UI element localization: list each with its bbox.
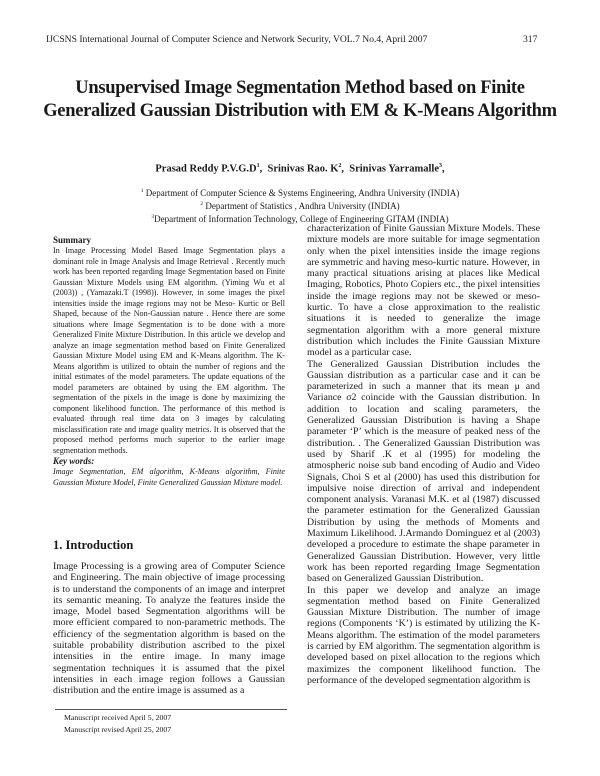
footnote-divider xyxy=(55,709,287,710)
section-heading-introduction: 1. Introduction xyxy=(53,538,134,552)
footnote-received: Manuscript received April 5, 2007 xyxy=(64,713,172,722)
summary-heading: Summary xyxy=(53,235,91,245)
keywords-heading: Key words: xyxy=(53,456,95,466)
affiliation-sup: 1 xyxy=(140,188,144,194)
paper-title: Unsupervised Image Segmentation Method based on Finite Generalized Gaussian Distribution with EM & K-Means Algorithm xyxy=(43,78,557,121)
paragraph: The Generalized Gaussian Distribution includes the Gaussian distribution as a particular case and it can be parameterized in such a manner that its mean μ and Variance σ2 coincide with the Gaussian distribution. In addition to location and scaling parameters, the Generalized Gaussian Distribution is having a Shape parameter ‘P’ which is the measure of peaked ness of the distribution. . The Generalized Gaussian Distribution was used by Sharif .K et al (1995) for modeling the atmospheric noise sub band encoding of Audio and Video Signals, Choi S et al (2000) has used this distribution for impulsive noise direction of arrival and independent component analysis. Varanasi M.K. et al (1987) discussed the parameter estimation for the Generalized Gaussian Distribution by using the methods of Moments and Maximum Likelihood. J.Armando Dominguez et al (2003) developed a procedure to estimate the shape parameter in Generalized Gaussian Distribution. However, very little work has been reported regarding Image Segmentation based on Generalized Gaussian Distribution. xyxy=(307,358,540,585)
abstract-section xyxy=(53,235,285,488)
affiliation-text: Department of Computer Science & Systems Engineering, Andhra University (INDIA) xyxy=(145,188,460,198)
author-list: Prasad Reddy $P.V.G.D^1$, Srinivas Rao. $K^2$, Srinivas Yarramalle$^3$, xyxy=(155,163,445,175)
footnotes xyxy=(64,712,171,736)
affiliations xyxy=(0,186,600,225)
author-name: Srinivas Yarramalle xyxy=(349,163,439,175)
author-sup: 1 xyxy=(256,163,260,169)
author-sup: 2 xyxy=(338,163,342,169)
page-number: 317 xyxy=(523,34,538,45)
paragraph: Image Processing is a growing area of Computer Science and Engineering. The main objective of image processing is to understand the components of an image and interpret its semantic meaning. To analyze the features inside the image, Model based Segmentation algorithms will be more efficient compared to non-parametric methods. The efficiency of the segmentation algorithm is based on the suitable probability distribution ascribed to the pixel intensities in the entire image. In many image segmentation techniques it is assumed that the pixel intensities in each image region follows a Gaussian distribution and the entire image is assumed as a xyxy=(53,561,285,697)
summary-text: In Image Processing Model Based Image Segmentation plays a dominant role in Image Analysis and Image Retrieval . Recently much work has been reported regarding Image Segmentation based on Finite Gaussian Mixture Models using EM algorithm. (Yiming Wu et al (2003)) , (Yamazaki.T (1998)). However, in some images the pixel intensities inside the image regions may not be Meso- Kurtic or Bell Shaped, because of the Non-Gaussian nature . Hence there are some situations where Image Segmentation is to be done with a more Generalized Finite Mixture Distribution. In this article we develop and analyze an image segmentation method based on Finite Generalized Gaussian Mixture Model using EM and K-Means algorithm. The K-Means algorithm is utilized to obtain the number of regions and the initial estimates of the model parameters. The update equations of the model parameters are obtained by using the EM algorithm. The segmentation of the pixels in the image is done by maximizing the component likelihood function. The performance of this method is evaluated through real time data on 3 images by calculating misclassification rate and image quality metrics. It is observed that the proposed method performs much superior to the earlier image segmentation methods. xyxy=(53,246,285,455)
affiliation xyxy=(0,186,600,199)
affiliation-text: Department of Statistics , Andhra University (INDIA) xyxy=(205,201,400,211)
paragraph: In this paper we develop and analyze an image segmentation method based on Finite Generalized Gaussian Mixture Distribution. The number of image regions (Components ‘K’) is estimated by utilizing the K-Means algorithm. The estimation of the model parameters is carried by EM algorithm. The segmentation algorithm is developed based on pixel allocation to the regions which maximizes the component likelihood function. The performance of the developed segmentation algorithm is xyxy=(307,584,540,686)
author-name: Srinivas Rao. K xyxy=(267,163,339,175)
affiliation-text: Department of Information Technology, College of Engineering GITAM (INDIA) xyxy=(154,214,449,224)
author-sup: 3 xyxy=(438,163,442,169)
affiliation-sup: 3 xyxy=(151,214,155,220)
footnote-revised: Manuscript revised April 25, 2007 xyxy=(64,725,172,734)
affiliation xyxy=(0,199,600,212)
affiliation-sup: 2 xyxy=(200,201,204,207)
introduction-left-column xyxy=(53,561,285,697)
author-name: Prasad Reddy P.V.G.D xyxy=(155,163,257,175)
keywords-text: Image Segmentation, EM algorithm, K-Means algorithm, Finite Gaussian Mixture Model, Finite Generalized Gaussian Mixture model. xyxy=(53,467,285,487)
paragraph: characterization of Finite Gaussian Mixture Models. These mixture models are more suitable for image segmentation only when the pixel intensities inside the image regions are symmetric and having meso-kurtic nature. However, in many practical situations arising at places like Medical Imaging, Robotics, Photo Copiers etc., the pixel intensities inside the image regions may not be skewed or meso-kurtic. To have a close approximation to the realistic situations it is needed to generalize the image segmentation algorithm with a more general mixture distribution which includes the Finite Gaussian Mixture model as a particular case. xyxy=(307,223,540,359)
right-column xyxy=(307,223,540,686)
running-header: IJCSNS International Journal of Computer Science and Network Security, VOL.7 No.4, April 2007 xyxy=(46,34,428,45)
